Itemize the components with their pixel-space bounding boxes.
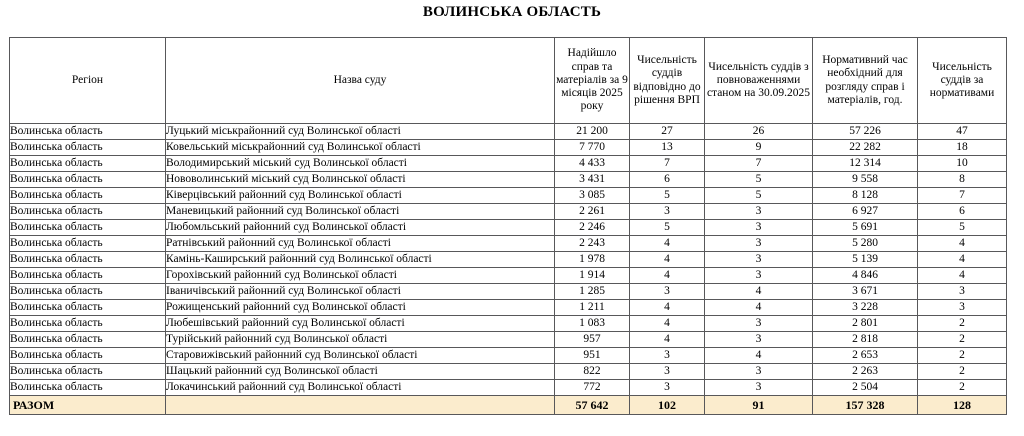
cell-judges-by-norms: 10 [918,156,1007,172]
cell-cases-received: 951 [555,348,630,364]
court-statistics-table [9,37,1007,415]
cell-region: Волинська область [10,204,166,220]
cell-cases-received: 21 200 [555,124,630,140]
cell-normative-time: 5 691 [813,220,918,236]
cell-normative-time: 2 653 [813,348,918,364]
cell-region: Волинська область [10,220,166,236]
cell-normative-time: 4 846 [813,268,918,284]
cell-judges-per-decision: 3 [630,204,705,220]
cell-cases-received: 2 261 [555,204,630,220]
column-header-judges-with-authority: Чисельність суддів з повноваженнями станом на 30.09.2025 [705,38,813,124]
cell-normative-time: 6 927 [813,204,918,220]
cell-judges-per-decision: 3 [630,364,705,380]
total-cell-judges-with-authority: 91 [705,396,813,415]
cell-region: Волинська область [10,316,166,332]
cell-judges-with-authority: 3 [705,220,813,236]
table-row [10,348,1007,364]
cell-normative-time: 5 139 [813,252,918,268]
cell-cases-received: 822 [555,364,630,380]
cell-court-name: Камінь-Каширський районний суд Волинської області [166,252,555,268]
table-row [10,236,1007,252]
cell-normative-time: 3 671 [813,284,918,300]
cell-court-name: Нововолинський міський суд Волинської області [166,172,555,188]
column-header-cases-received: Надійшло справ та матеріалів за 9 місяців 2025 року [555,38,630,124]
cell-judges-per-decision: 4 [630,252,705,268]
cell-region: Волинська область [10,284,166,300]
cell-region: Волинська область [10,236,166,252]
cell-cases-received: 1 285 [555,284,630,300]
cell-court-name: Луцький міськрайонний суд Волинської області [166,124,555,140]
total-cell-judges-by-norms: 128 [918,396,1007,415]
table-row [10,268,1007,284]
table-row [10,300,1007,316]
cell-judges-with-authority: 26 [705,124,813,140]
table-row [10,204,1007,220]
cell-cases-received: 4 433 [555,156,630,172]
cell-judges-per-decision: 4 [630,236,705,252]
cell-judges-per-decision: 3 [630,284,705,300]
cell-judges-per-decision: 4 [630,300,705,316]
cell-normative-time: 2 801 [813,316,918,332]
cell-region: Волинська область [10,124,166,140]
cell-cases-received: 2 243 [555,236,630,252]
cell-judges-with-authority: 4 [705,284,813,300]
cell-judges-with-authority: 3 [705,364,813,380]
cell-judges-by-norms: 2 [918,332,1007,348]
table-header-row [10,38,1007,124]
cell-judges-with-authority: 4 [705,300,813,316]
table-row [10,156,1007,172]
cell-region: Волинська область [10,140,166,156]
cell-court-name: Турійський районний суд Волинської області [166,332,555,348]
cell-cases-received: 1 083 [555,316,630,332]
cell-judges-with-authority: 4 [705,348,813,364]
table-body [10,124,1007,415]
cell-court-name: Локачинський районний суд Волинської області [166,380,555,396]
cell-court-name: Любомльський районний суд Волинської області [166,220,555,236]
cell-judges-per-decision: 13 [630,140,705,156]
cell-judges-with-authority: 3 [705,204,813,220]
cell-court-name: Ковельський міськрайонний суд Волинської області [166,140,555,156]
table-row [10,284,1007,300]
cell-court-name: Старовижівський районний суд Волинської області [166,348,555,364]
cell-normative-time: 2 263 [813,364,918,380]
cell-judges-by-norms: 4 [918,252,1007,268]
cell-judges-per-decision: 4 [630,316,705,332]
column-header-normative-time: Нормативний час необхідний для розгляду справ і матеріалів, год. [813,38,918,124]
cell-cases-received: 1 978 [555,252,630,268]
table-row [10,380,1007,396]
cell-court-name: Рожищенський районний суд Волинської області [166,300,555,316]
cell-cases-received: 957 [555,332,630,348]
cell-judges-with-authority: 9 [705,140,813,156]
cell-court-name: Іваничівський районний суд Волинської області [166,284,555,300]
cell-region: Волинська область [10,172,166,188]
cell-normative-time: 2 818 [813,332,918,348]
cell-judges-by-norms: 3 [918,300,1007,316]
cell-judges-by-norms: 4 [918,268,1007,284]
report-table-container [9,37,1006,415]
table-row [10,252,1007,268]
cell-judges-per-decision: 27 [630,124,705,140]
cell-court-name: Ратнівський районний суд Волинської області [166,236,555,252]
column-header-region: Регіон [10,38,166,124]
cell-judges-by-norms: 2 [918,364,1007,380]
cell-region: Волинська область [10,156,166,172]
cell-judges-by-norms: 2 [918,316,1007,332]
cell-judges-by-norms: 3 [918,284,1007,300]
cell-judges-with-authority: 3 [705,380,813,396]
table-row [10,364,1007,380]
total-cell-region: РАЗОМ [10,396,166,415]
cell-judges-per-decision: 6 [630,172,705,188]
cell-cases-received: 2 246 [555,220,630,236]
cell-judges-with-authority: 3 [705,268,813,284]
cell-judges-per-decision: 3 [630,348,705,364]
cell-region: Волинська область [10,188,166,204]
table-header [10,38,1007,124]
cell-judges-per-decision: 4 [630,268,705,284]
cell-cases-received: 3 431 [555,172,630,188]
cell-court-name: Любешівський районний суд Волинської області [166,316,555,332]
cell-region: Волинська область [10,252,166,268]
table-row [10,124,1007,140]
cell-judges-by-norms: 8 [918,172,1007,188]
cell-judges-by-norms: 5 [918,220,1007,236]
total-cell-judges-per-decision: 102 [630,396,705,415]
cell-region: Волинська область [10,300,166,316]
cell-normative-time: 3 228 [813,300,918,316]
cell-cases-received: 772 [555,380,630,396]
cell-judges-by-norms: 2 [918,348,1007,364]
table-row [10,220,1007,236]
table-row [10,140,1007,156]
cell-judges-with-authority: 5 [705,188,813,204]
cell-judges-by-norms: 6 [918,204,1007,220]
total-cell-cases-received: 57 642 [555,396,630,415]
cell-judges-with-authority: 3 [705,236,813,252]
cell-normative-time: 12 314 [813,156,918,172]
cell-judges-per-decision: 3 [630,380,705,396]
cell-cases-received: 3 085 [555,188,630,204]
column-header-court-name: Назва суду [166,38,555,124]
cell-court-name: Горохівський районний суд Волинської області [166,268,555,284]
cell-judges-per-decision: 5 [630,188,705,204]
table-row [10,332,1007,348]
cell-court-name: Ківерцівський районний суд Волинської області [166,188,555,204]
cell-region: Волинська область [10,268,166,284]
cell-judges-by-norms: 2 [918,380,1007,396]
cell-normative-time: 8 128 [813,188,918,204]
cell-region: Волинська область [10,348,166,364]
cell-judges-by-norms: 47 [918,124,1007,140]
cell-judges-by-norms: 7 [918,188,1007,204]
cell-cases-received: 7 770 [555,140,630,156]
page-title: ВОЛИНСЬКА ОБЛАСТЬ [422,4,602,20]
cell-judges-by-norms: 4 [918,236,1007,252]
cell-cases-received: 1 914 [555,268,630,284]
cell-judges-per-decision: 7 [630,156,705,172]
total-cell-normative-time: 157 328 [813,396,918,415]
cell-normative-time: 9 558 [813,172,918,188]
table-row [10,316,1007,332]
cell-judges-with-authority: 3 [705,316,813,332]
cell-court-name: Володимирський міський суд Волинської області [166,156,555,172]
cell-judges-with-authority: 3 [705,252,813,268]
cell-judges-by-norms: 18 [918,140,1007,156]
cell-judges-with-authority: 5 [705,172,813,188]
total-cell-court-name [166,396,555,415]
cell-cases-received: 1 211 [555,300,630,316]
cell-judges-with-authority: 3 [705,332,813,348]
cell-region: Волинська область [10,332,166,348]
cell-court-name: Маневицький районний суд Волинської області [166,204,555,220]
table-row [10,188,1007,204]
cell-normative-time: 5 280 [813,236,918,252]
table-total-row [10,396,1007,415]
column-header-judges-by-norms: Чисельність суддів за нормативами [918,38,1007,124]
cell-judges-per-decision: 5 [630,220,705,236]
table-row [10,172,1007,188]
cell-judges-with-authority: 7 [705,156,813,172]
cell-normative-time: 22 282 [813,140,918,156]
cell-region: Волинська область [10,380,166,396]
cell-judges-per-decision: 4 [630,332,705,348]
cell-court-name: Шацький районний суд Волинської області [166,364,555,380]
cell-normative-time: 57 226 [813,124,918,140]
cell-normative-time: 2 504 [813,380,918,396]
column-header-judges-per-decision: Чисельність суддів відповідно до рішення ВРП [630,38,705,124]
cell-region: Волинська область [10,364,166,380]
